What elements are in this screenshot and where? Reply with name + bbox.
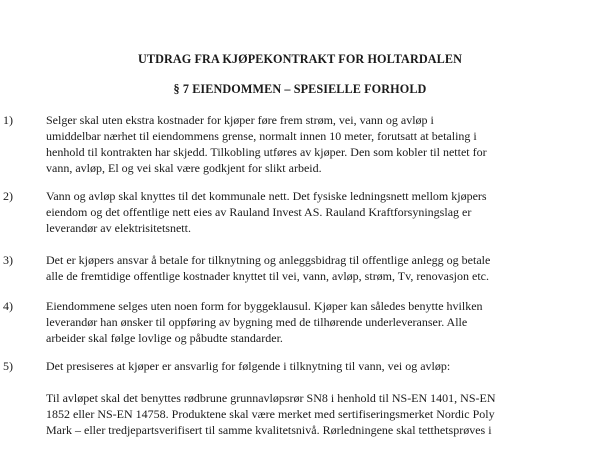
item-number: 4) [3,299,13,313]
text-line: Det er kjøpers ansvar å betale for tilknytning og anleggsbidrag til offentlige anlegg og betale [46,253,491,267]
sub-paragraph [46,390,600,438]
text-line: eiendom og det offentlige nett eies av Rauland Invest AS. Rauland Kraftforsyningslag er [46,205,472,219]
text-line: leverandør av elektrisitetsnett. [46,221,191,235]
text-line: leverandør han ønsker til oppføring av bygning med de tilhørende underleveranser. Alle [46,315,468,329]
text-line: umiddelbar nærhet til eiendommens grense, normalt innen 10 meter, forutsatt at betaling i [46,129,477,143]
text-line: Eiendommene selges uten noen form for byggeklausul. Kjøper kan således benytte hvilken [46,299,483,313]
item-text [46,252,600,284]
text-line: Det presiseres at kjøper er ansvarlig for følgende i tilknytning til vann, vei og avløp: [46,359,451,373]
text-line: vann, avløp, El og vei skal være godkjent for slikt arbeid. [46,161,322,175]
item-text [46,112,600,176]
section-title: § 7 EIENDOMMEN – SPESIELLE FORHOLD [173,82,427,96]
text-line: henhold til kontrakten har skjedd. Tilkobling utføres av kjøper. Den som kobler til nettet for [46,145,487,159]
text-line: Til avløpet skal det benyttes rødbrune grunnavløpsrør SN8 i henhold til NS-EN 1401, NS-EN [46,391,496,405]
item-text [46,358,600,374]
text-line: Selger skal uten ekstra kostnader for kjøper føre frem strøm, vei, vann og avløp i [46,113,434,127]
item-text [46,298,600,346]
text-line: 1852 eller NS-EN 14758. Produktene skal være merket med sertifiseringsmerket Nordic Poly [46,407,495,421]
item-number: 3) [3,253,13,267]
item-number: 1) [3,113,13,127]
text-line: Vann og avløp skal knyttes til det kommunale nett. Det fysiske ledningsnett mellom kjøpers [46,189,487,203]
item-text [46,188,600,236]
item-number: 5) [3,359,13,373]
text-line: alle de fremtidige offentlige kostnader knyttet til vei, vann, avløp, strøm, Tv, renovasjon etc. [46,269,489,283]
item-number: 2) [3,189,13,203]
document-title: UTDRAG FRA KJØPEKONTRAKT FOR HOLTARDALEN [137,52,463,66]
text-line: Mark – eller tredjepartsverifisert til samme kvalitetsnivå. Rørledningene skal tetthetsprøves i [46,423,492,437]
text-line: arbeider skal følge lovlige og påbudte standarder. [46,331,283,345]
